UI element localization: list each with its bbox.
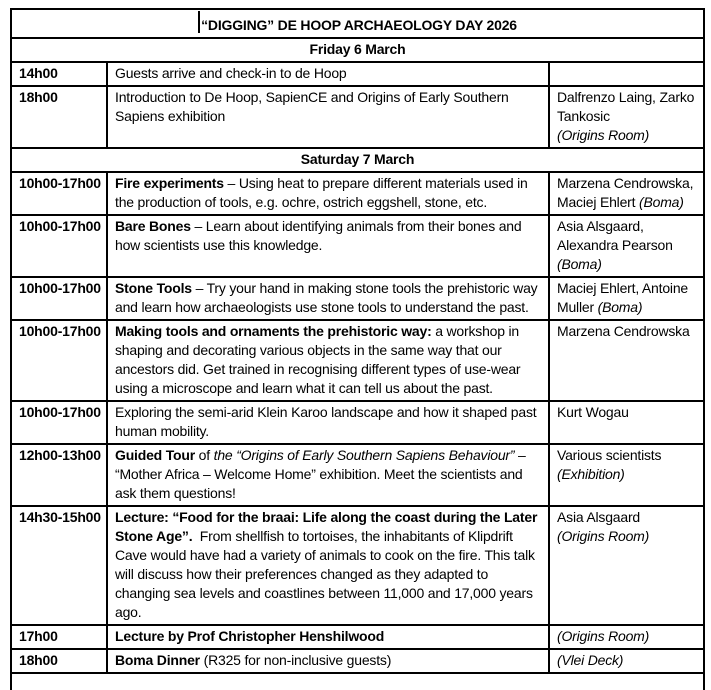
empty-row [11,673,704,690]
presenter-cell [549,444,704,506]
description-cell [107,86,549,148]
text-segment: Lecture: “Food for the braai: Life along the coast during the Later Stone Age”. [115,509,538,544]
text-segment: Marzena Cendrowska, Maciej Ehlert [557,175,694,210]
presenter-cell [549,506,704,625]
schedule-footer [11,673,704,690]
description-cell [107,506,549,625]
empty-cell [11,673,704,690]
description-cell [107,401,549,444]
schedule-row [11,506,704,625]
presenter-cell [549,649,704,673]
presenter-cell [549,215,704,277]
text-segment: Boma Dinner [115,652,200,668]
text-segment: (Exhibition) [557,466,625,482]
time-cell: 10h00-17h00 [11,172,107,215]
description-cell [107,625,549,649]
text-segment: Stone Tools [115,280,192,296]
time-cell: 14h30-15h00 [11,506,107,625]
text-segment: Maciej Ehlert, Antoine Muller [557,280,689,315]
day-header: Saturday 7 March [11,148,704,172]
presenter-cell [549,401,704,444]
schedule-row [11,401,704,444]
text-segment: Making tools and ornaments the prehistoric way: [115,323,432,339]
time-cell: 10h00-17h00 [11,401,107,444]
text-segment: – “Mother Africa – Welcome Home” exhibition. Meet the scientists and ask them questions! [115,447,526,501]
title-row [11,9,704,38]
presenter-cell [549,277,704,320]
text-segment: – Try your hand in making stone tools the prehistoric way and learn how archaeologists use stone tools to understand the past. [115,280,538,315]
text-segment: (Boma) [639,194,684,210]
time-cell: 14h00 [11,62,107,86]
text-segment: Guests arrive and check-in to de Hoop [115,65,347,81]
description-cell [107,277,549,320]
text-segment: Fire experiments [115,175,224,191]
time-cell: 18h00 [11,86,107,148]
presenter-cell [549,172,704,215]
time-cell: 10h00-17h00 [11,277,107,320]
text-segment: From shellfish to tortoises, the inhabitants of Klipdrift Cave would have had a variety of animals to cook on the fire. This talk will discuss how their preferences changed as they adapted to changing sea levels and coastlines between 11,000 and 17,000 years ago. [115,528,535,620]
text-segment: (Origins Room) [557,127,650,143]
description-cell [107,62,549,86]
text-segment: Dalfrenzo Laing, Zarko Tankosic [557,89,695,124]
text-segment: Lecture by Prof Christopher Henshilwood [115,628,385,644]
schedule-table [10,8,705,690]
text-segment: of [194,447,214,463]
schedule-row [11,625,704,649]
description-cell [107,172,549,215]
document-title [11,9,704,38]
time-cell: 12h00-13h00 [11,444,107,506]
schedule-row [11,215,704,277]
time-cell: 18h00 [11,649,107,673]
day-header: Friday 6 March [11,38,704,62]
text-segment: (Vlei Deck) [557,652,624,668]
text-cursor [198,11,200,33]
description-cell [107,215,549,277]
text-segment: Exploring the semi-arid Klein Karoo landscape and how it shaped past human mobility. [115,404,537,439]
day-header-row [11,148,704,172]
text-segment: Bare Bones [115,218,191,234]
schedule-row [11,277,704,320]
description-cell [107,649,549,673]
schedule-body [11,38,704,673]
schedule-row [11,320,704,401]
description-cell [107,444,549,506]
schedule-row [11,649,704,673]
title-text: “DIGGING” DE HOOP ARCHAEOLOGY DAY 2026 [201,17,517,33]
schedule-row [11,172,704,215]
text-segment: Marzena Cendrowska [557,323,690,339]
text-segment: (Boma) [597,299,643,315]
text-segment: – Using heat to prepare different materials used in the production of tools, e.g. ochre, ostrich eggshell, stone, etc. [115,175,528,210]
day-header-row [11,38,704,62]
text-segment: – Learn about identifying animals from their bones and how scientists use this knowledge. [115,218,522,253]
presenter-cell [549,86,704,148]
schedule-row [11,444,704,506]
text-segment: the “Origins of Early Southern Sapiens Behaviour” [213,447,515,463]
text-segment: (Origins Room) [557,628,650,644]
presenter-cell [549,625,704,649]
text-segment: Various scientists [557,447,662,463]
description-cell [107,320,549,401]
schedule-row [11,62,704,86]
presenter-cell [549,62,704,86]
title-section [11,9,704,38]
time-cell: 10h00-17h00 [11,320,107,401]
time-cell: 17h00 [11,625,107,649]
text-segment: (Boma) [557,256,602,272]
text-segment: (R325 for non-inclusive guests) [199,652,392,668]
text-segment: Introduction to De Hoop, SapienCE and Origins of Early Southern Sapiens exhibition [115,89,509,124]
time-cell: 10h00-17h00 [11,215,107,277]
text-segment: a workshop in shaping and decorating various objects in the same way that our ancestors did. Get trained in recognising different types of use-wear using a microscope and learn what it can tell us about the past. [115,323,521,396]
presenter-cell [549,320,704,401]
text-segment: Guided Tour [115,447,195,463]
text-segment: Asia Alsgaard, Alexandra Pearson [557,218,673,253]
schedule-row [11,86,704,148]
text-segment: Asia Alsgaard [557,509,641,525]
text-segment: Kurt Wogau [557,404,629,420]
text-segment: (Origins Room) [557,528,650,544]
